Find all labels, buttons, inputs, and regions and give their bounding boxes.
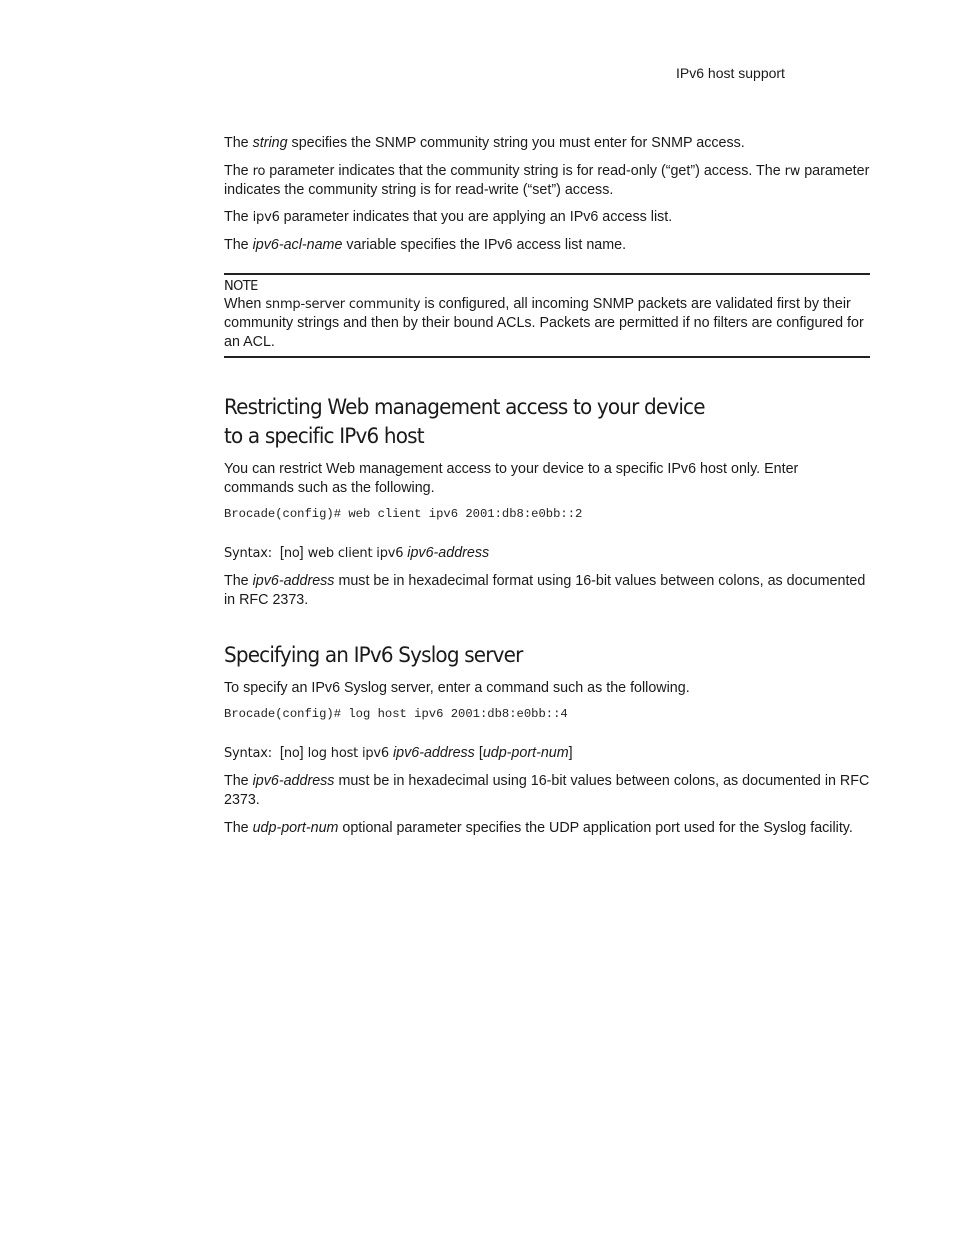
- section-heading-syslog: Specifying an IPv6 Syslog server: [224, 642, 523, 668]
- text: The: [224, 573, 253, 589]
- paragraph-acl-name: [224, 236, 870, 255]
- page-content: [224, 134, 870, 846]
- text: The: [224, 819, 253, 836]
- paragraph-ipv6: [224, 208, 870, 227]
- running-header: IPv6 host support: [676, 65, 785, 81]
- text: is configured, all incoming SNMP packets are validated first by their community strings and then by their bound ACLs. Packets are permitted if no filters are configured for an ACL.: [224, 295, 864, 350]
- heading-line: to a specific IPv6 host: [224, 423, 424, 449]
- bracket: ]: [568, 745, 573, 761]
- bracket: ]: [299, 545, 304, 561]
- syntax-label: Syntax:: [224, 546, 272, 561]
- bracket: [: [279, 545, 284, 561]
- variable-udp-port-num: udp-port-num: [482, 745, 569, 761]
- note-box: [224, 273, 870, 358]
- text: parameter indicates that the community string is for read-only (“get”) access. The: [265, 162, 785, 179]
- text: When: [224, 295, 266, 312]
- section2-body: To specify an IPv6 Syslog server, enter a command such as the following.: [224, 679, 690, 696]
- variable-ipv6-address: ipv6-address: [407, 545, 490, 561]
- section-heading-web-management: [224, 393, 825, 451]
- text: The: [224, 209, 253, 225]
- variable-string: string: [252, 135, 288, 151]
- section2-udp-port-desc: [224, 819, 870, 838]
- syntax-label: Syntax:: [224, 746, 272, 761]
- section1-ipv6-address-desc: [224, 572, 870, 610]
- text: The: [224, 135, 253, 151]
- note-label: NOTE: [224, 278, 258, 294]
- keyword-no: no: [283, 746, 300, 761]
- syntax-log-host: [224, 744, 870, 763]
- text: parameter indicates that you are applying an IPv6 access list.: [279, 209, 673, 225]
- note-text: [224, 295, 870, 352]
- variable-ipv6-address: ipv6-address: [252, 573, 335, 589]
- spacer: [224, 619, 870, 641]
- keyword-rw: rw: [784, 163, 801, 179]
- keyword-ro: ro: [252, 163, 266, 179]
- text: variable specifies the IPv6 access list name.: [342, 236, 627, 253]
- section2-ipv6-address-desc: [224, 772, 870, 810]
- text: specifies the SNMP community string you must enter for SNMP access.: [287, 135, 745, 151]
- bracket: [: [478, 745, 483, 761]
- keyword-no: no: [283, 546, 300, 561]
- text: optional parameter specifies the UDP application port used for the Syslog facility.: [338, 819, 853, 836]
- text: parameter indicates the community string is for read-write (“set”) access.: [224, 162, 870, 198]
- bracket: ]: [299, 745, 304, 761]
- text: The: [224, 236, 253, 253]
- code-example-web-client: Brocade(config)# web client ipv6 2001:db8:e0bb::2: [224, 507, 583, 521]
- variable-ipv6-address: ipv6-address: [392, 745, 475, 761]
- text: must be in hexadecimal format using 16-bit values between colons, as documented in RFC 2373.: [224, 573, 866, 608]
- text: The: [224, 162, 253, 179]
- keyword-command: web client ipv6: [307, 546, 404, 561]
- variable-acl-name: ipv6-acl-name: [252, 236, 343, 253]
- variable-udp-port-num: udp-port-num: [252, 819, 339, 836]
- code-example-log-host: Brocade(config)# log host ipv6 2001:db8:e0bb::4: [224, 707, 568, 721]
- text: The: [224, 773, 253, 789]
- keyword-ipv6: ipv6: [252, 210, 280, 225]
- keyword-command: log host ipv6: [307, 746, 389, 761]
- section1-body: You can restrict Web management access to your device to a specific IPv6 host only. Enter commands such as the following.: [224, 460, 799, 496]
- text: must be in hexadecimal using 16-bit values between colons, as documented in RFC 2373.: [224, 773, 870, 808]
- paragraph-string: [224, 134, 870, 153]
- keyword-snmp-server-community: snmp-server community: [265, 296, 421, 312]
- variable-ipv6-address: ipv6-address: [252, 773, 335, 789]
- bracket: [: [279, 745, 284, 761]
- heading-line: Restricting Web management access to your device: [224, 394, 705, 420]
- paragraph-ro-rw: [224, 162, 870, 200]
- syntax-web-client: [224, 544, 870, 563]
